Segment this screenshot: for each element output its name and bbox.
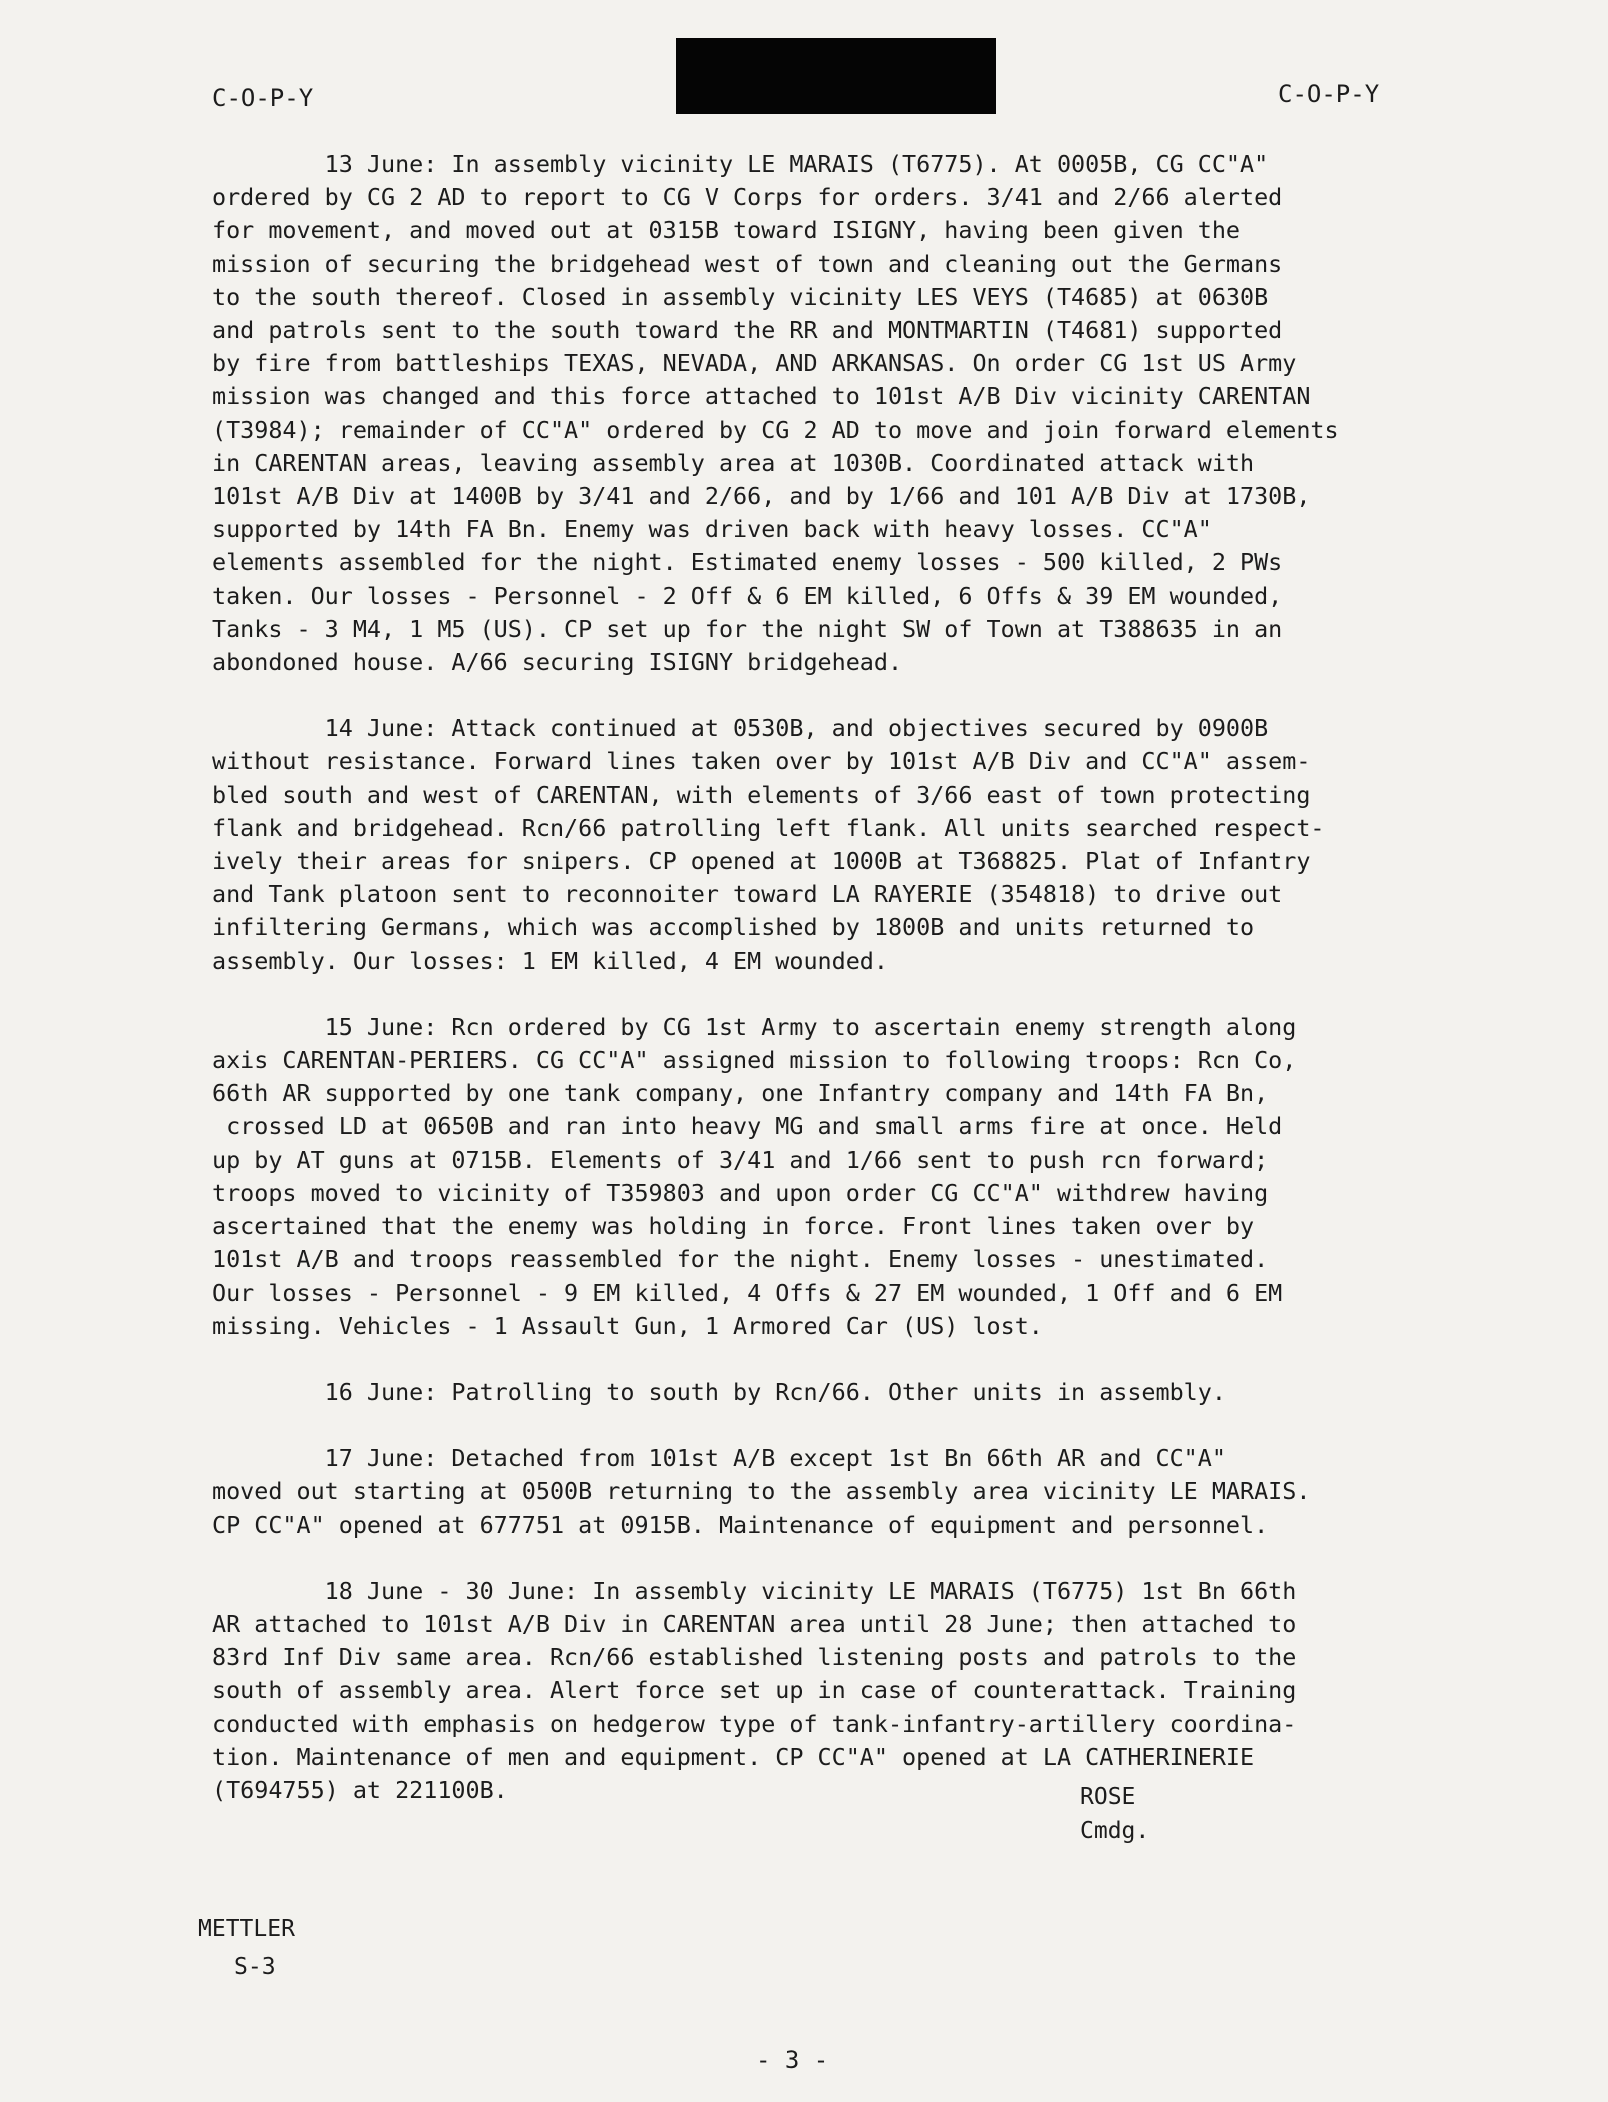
paragraph-line: 18 June - 30 June: In assembly vicinity LE MARAIS (T6775) 1st Bn 66th — [212, 1576, 1297, 1605]
report-paragraph — [212, 148, 1562, 679]
paragraph-line: ively their areas for snipers. CP opened at 1000B at T368825. Plat of Infantry — [212, 847, 1311, 876]
paragraph-line: missing. Vehicles - 1 Assault Gun, 1 Armored Car (US) lost. — [212, 1311, 1043, 1340]
signature-title: Cmdg. — [1080, 1818, 1150, 1844]
paragraph-line: abondoned house. A/66 securing ISIGNY bridgehead. — [212, 648, 903, 677]
paragraph-line: Our losses - Personnel - 9 EM killed, 4 Offs & 27 EM wounded, 1 Off and 6 EM — [212, 1278, 1283, 1307]
paragraph-line: for movement, and moved out at 0315B toward ISIGNY, having been given the — [212, 216, 1241, 245]
paragraph-line: by fire from battleships TEXAS, NEVADA, AND ARKANSAS. On order CG 1st US Army — [212, 349, 1297, 378]
paragraph-line: 83rd Inf Div same area. Rcn/66 established listening posts and patrols to the — [212, 1643, 1297, 1672]
paragraph-line: CP CC"A" opened at 677751 at 0915B. Maintenance of equipment and personnel. — [212, 1510, 1269, 1539]
report-body — [212, 148, 1562, 1840]
signature-block — [1080, 1780, 1149, 1848]
page-number: - 3 - — [756, 2046, 829, 2074]
paragraph-line: mission of securing the bridgehead west of town and cleaning out the Germans — [212, 249, 1283, 278]
paragraph-line: ascertained that the enemy was holding in force. Front lines taken over by — [212, 1212, 1255, 1241]
paragraph-line: troops moved to vicinity of T359803 and upon order CG CC"A" withdrew having — [212, 1178, 1269, 1207]
paragraph-line: and patrols sent to the south toward the RR and MONTMARTIN (T4681) supported — [212, 316, 1283, 345]
paragraph-line: 14 June: Attack continued at 0530B, and objectives secured by 0900B — [212, 714, 1269, 743]
report-paragraph — [212, 1011, 1562, 1343]
copy-mark-right — [1278, 80, 1379, 108]
paragraph-line: 101st A/B Div at 1400B by 3/41 and 2/66, and by 1/66 and 101 A/B Div at 1730B, — [212, 482, 1311, 511]
paragraph-line: (T694755) at 221100B. — [212, 1775, 508, 1804]
staff-name: METTLER — [198, 1916, 295, 1942]
paragraph-line: in CARENTAN areas, leaving assembly area at 1030B. Coordinated attack with — [212, 448, 1255, 477]
paragraph-line: mission was changed and this force attached to 101st A/B Div vicinity CARENTAN — [212, 382, 1311, 411]
copy-mark-right-text: C-O-P-Y — [1278, 80, 1380, 108]
paragraph-line: crossed LD at 0650B and ran into heavy MG and small arms fire at once. Held — [212, 1112, 1283, 1141]
report-paragraph — [212, 712, 1562, 978]
paragraph-line: elements assembled for the night. Estimated enemy losses - 500 killed, 2 PWs — [212, 548, 1283, 577]
paragraph-line: without resistance. Forward lines taken over by 101st A/B Div and CC"A" assem- — [212, 747, 1311, 776]
staff-title: S-3 — [234, 1954, 276, 1980]
paragraph-line: (T3984); remainder of CC"A" ordered by CG 2 AD to move and join forward elements — [212, 415, 1339, 444]
paragraph-line: moved out starting at 0500B returning to the assembly area vicinity LE MARAIS. — [212, 1477, 1311, 1506]
staff-block — [198, 1910, 295, 1986]
paragraph-line: flank and bridgehead. Rcn/66 patrolling left flank. All units searched respect- — [212, 813, 1325, 842]
paragraph-line: axis CARENTAN-PERIERS. CG CC"A" assigned mission to following troops: Rcn Co, — [212, 1046, 1297, 1075]
paragraph-line: tion. Maintenance of men and equipment. CP CC"A" opened at LA CATHERINERIE — [212, 1742, 1255, 1771]
report-paragraph — [212, 1575, 1562, 1807]
paragraph-line: to the south thereof. Closed in assembly vicinity LES VEYS (T4685) at 0630B — [212, 282, 1269, 311]
paragraph-line: conducted with emphasis on hedgerow type of tank-infantry-artillery coordina- — [212, 1709, 1297, 1738]
paragraph-line: 15 June: Rcn ordered by CG 1st Army to ascertain enemy strength along — [212, 1012, 1297, 1041]
paragraph-line: 66th AR supported by one tank company, one Infantry company and 14th FA Bn, — [212, 1079, 1269, 1108]
paragraph-line: infiltering Germans, which was accomplished by 1800B and units returned to — [212, 913, 1255, 942]
paragraph-line: 16 June: Patrolling to south by Rcn/66. Other units in assembly. — [212, 1377, 1226, 1406]
paragraph-line: supported by 14th FA Bn. Enemy was driven back with heavy losses. CC"A" — [212, 515, 1212, 544]
signature-name: ROSE — [1080, 1784, 1136, 1810]
report-paragraph — [212, 1376, 1562, 1409]
paragraph-line: taken. Our losses - Personnel - 2 Off & 6 EM killed, 6 Offs & 39 EM wounded, — [212, 581, 1283, 610]
paragraph-line: 13 June: In assembly vicinity LE MARAIS (T6775). At 0005B, CG CC"A" — [212, 150, 1269, 178]
paragraph-line: assembly. Our losses: 1 EM killed, 4 EM wounded. — [212, 946, 888, 975]
paragraph-line: south of assembly area. Alert force set up in case of counterattack. Training — [212, 1676, 1297, 1705]
paragraph-line: bled south and west of CARENTAN, with elements of 3/66 east of town protecting — [212, 780, 1311, 809]
paragraph-line: AR attached to 101st A/B Div in CARENTAN area until 28 June; then attached to — [212, 1609, 1297, 1638]
paragraph-line: 101st A/B and troops reassembled for the night. Enemy losses - unestimated. — [212, 1245, 1269, 1274]
paragraph-line: 17 June: Detached from 101st A/B except 1st Bn 66th AR and CC"A" — [212, 1444, 1226, 1473]
redaction-block — [676, 38, 996, 114]
report-paragraph — [212, 1442, 1562, 1542]
paragraph-line: up by AT guns at 0715B. Elements of 3/41 and 1/66 sent to push rcn forward; — [212, 1145, 1269, 1174]
copy-mark-left: C-O-P-Y — [212, 84, 314, 112]
paragraph-line: Tanks - 3 M4, 1 M5 (US). CP set up for the night SW of Town at T388635 in an — [212, 614, 1283, 643]
paragraph-line: and Tank platoon sent to reconnoiter toward LA RAYERIE (354818) to drive out — [212, 880, 1283, 909]
paragraph-line: ordered by CG 2 AD to report to CG V Corps for orders. 3/41 and 2/66 alerted — [212, 183, 1283, 212]
